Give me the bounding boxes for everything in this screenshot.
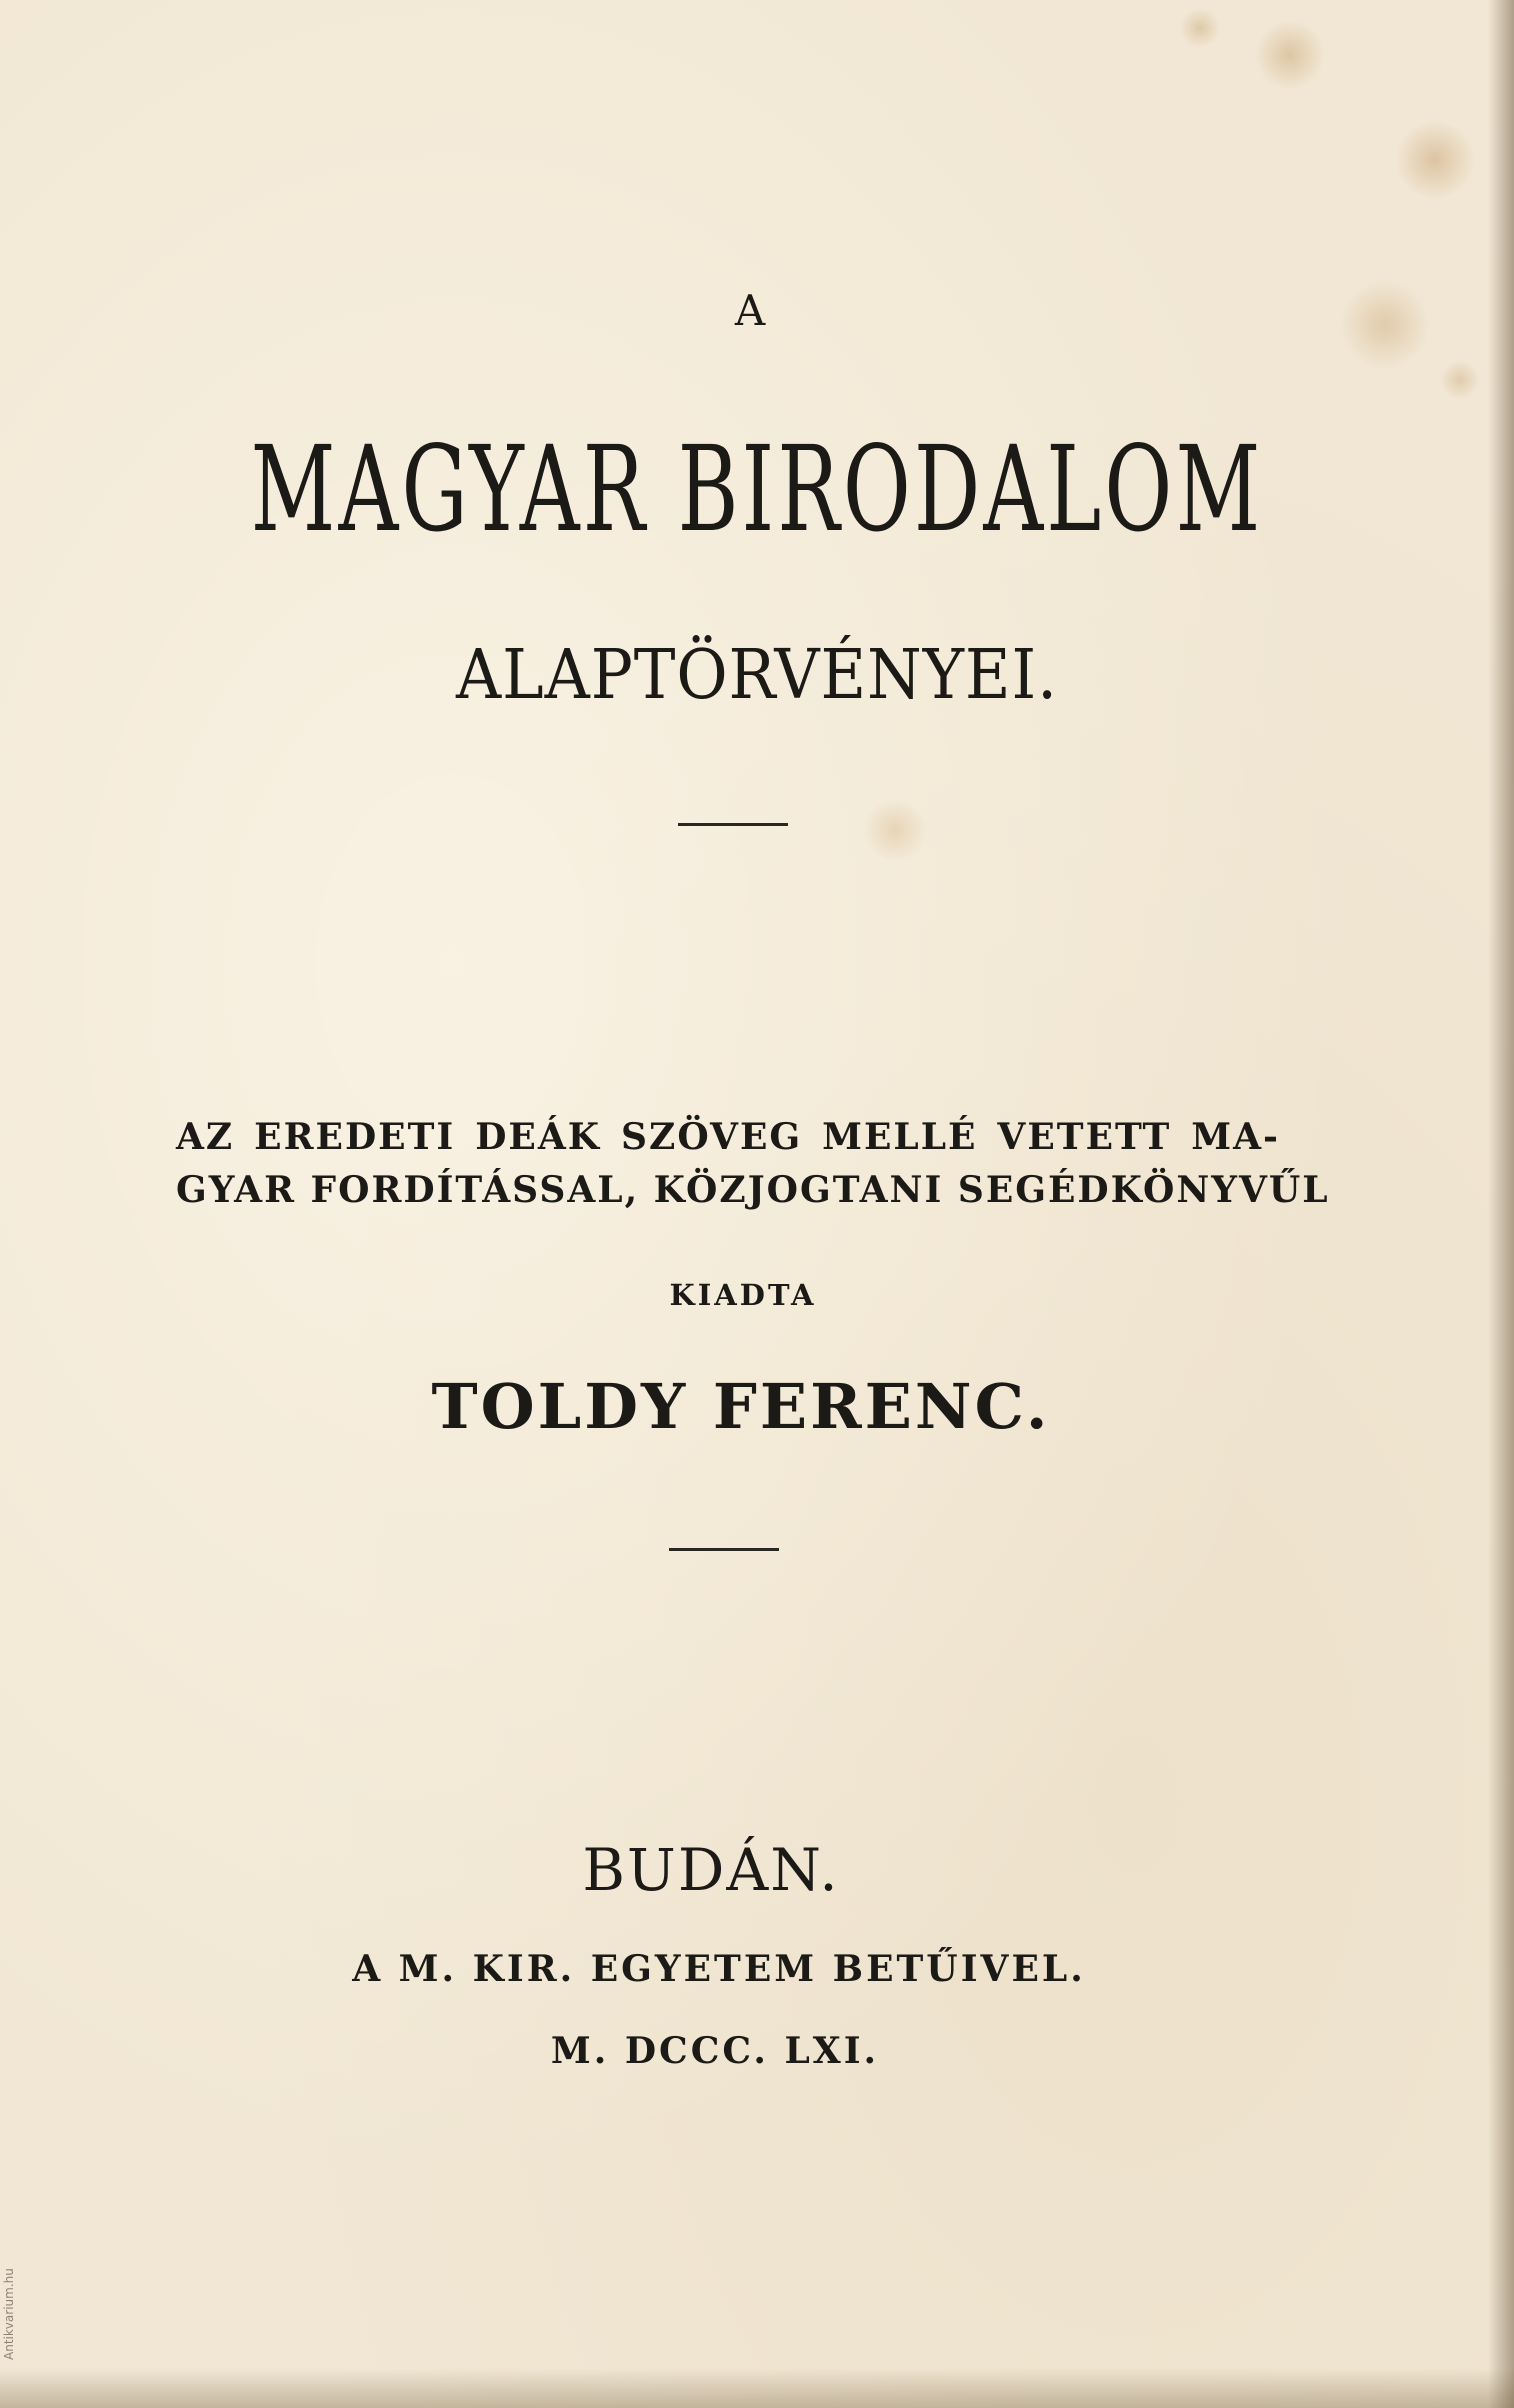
book-subtitle: ALAPTÖRVÉNYEI. — [456, 636, 1058, 715]
divider-rule — [669, 1548, 779, 1551]
page-edge-shadow — [1488, 0, 1514, 2408]
author-name: TOLDY FERENC. — [431, 1370, 1051, 1443]
publication-year: M. DCCC. LXI. — [550, 2030, 880, 2072]
publisher: A M. KIR. EGYETEM BETŰIVEL. — [352, 1948, 1086, 1990]
foxing-stain — [1255, 20, 1325, 90]
title-article: A — [734, 286, 768, 335]
divider-rule — [678, 823, 788, 826]
foxing-stain — [860, 800, 930, 860]
page-bottom-shadow — [0, 2368, 1514, 2408]
editor-label: KIADTA — [669, 1278, 817, 1312]
foxing-stain — [1395, 120, 1475, 200]
description-line-1: AZ EREDETI DEÁK SZÖVEG MELLÉ VETETT MA- — [176, 1116, 1280, 1158]
publication-place: BUDÁN. — [582, 1836, 840, 1904]
description-line-2: GYAR FORDÍTÁSSAL, KÖZJOGTANI SEGÉDKÖNYVŰL — [176, 1169, 1330, 1211]
book-title: MAGYAR BIRODALOM — [250, 420, 1264, 558]
foxing-stain — [1440, 360, 1480, 400]
foxing-stain — [1180, 8, 1220, 48]
watermark: Antikvarium.hu — [2, 2268, 16, 2360]
